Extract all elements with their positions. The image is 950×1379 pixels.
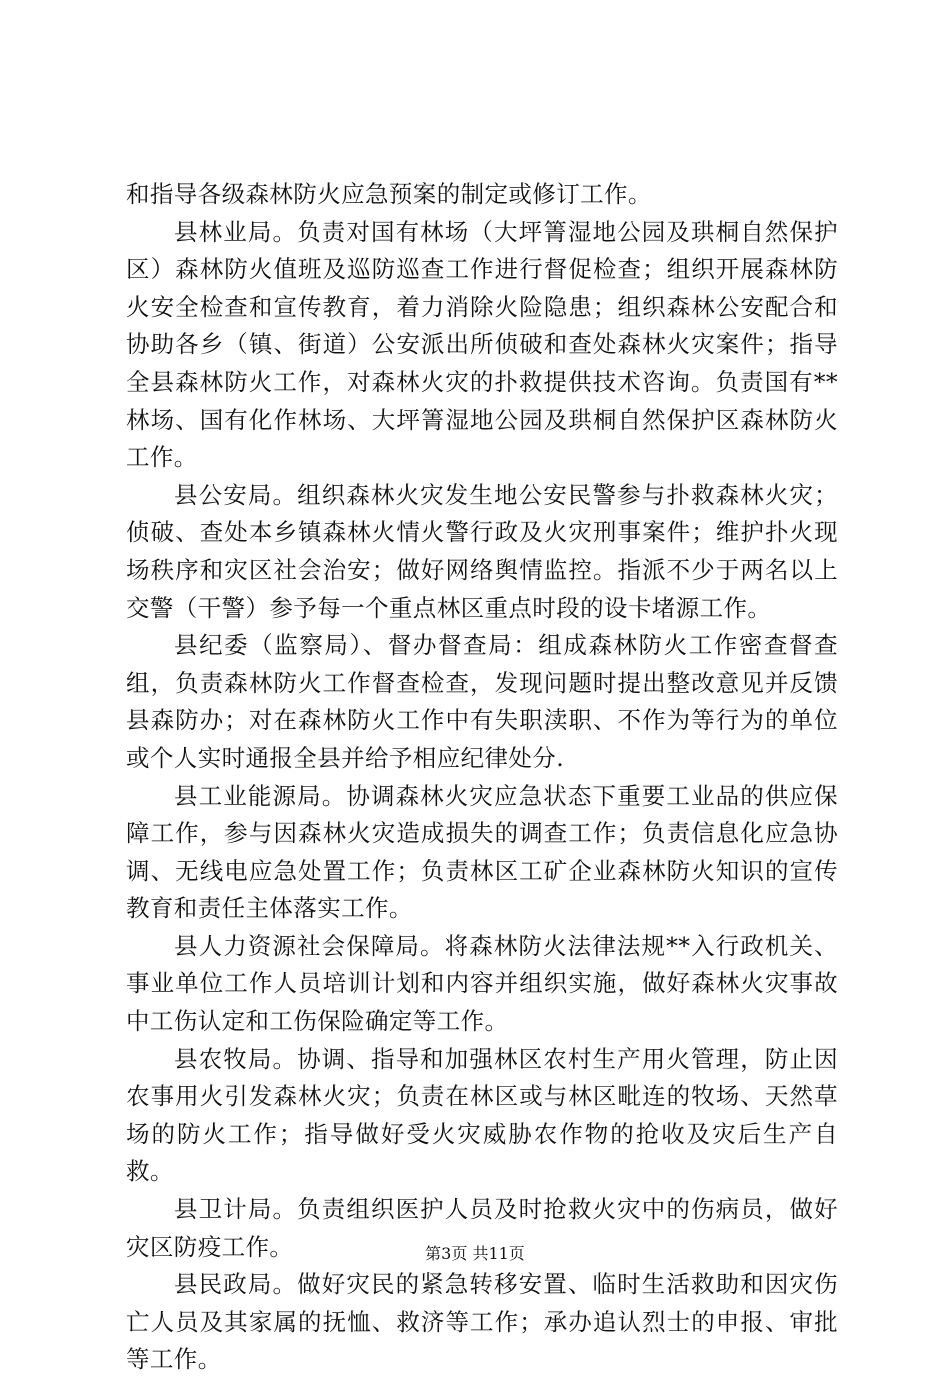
paragraph-industry-energy-bureau: 县工业能源局。协调森林火灾应急状态下重要工业品的供应保障工作，参与因森林火灾造成损失的调查工作；负责信息化应急协调、无线电应急处置工作；负责林区工矿企业森林防火知识的宣传教育和责任主体落实工作。 xyxy=(126,781,838,923)
paragraph-discipline-commission: 县纪委（监察局）、督办督查局：组成森林防火工作密查督查组，负责森林防火工作督查检查，发现问题时提出整改意见并反馈县森防办；对在森林防火工作中有失职渎职、不作为等行为的单位或个人实时通报全县并给予相应纪律处分. xyxy=(126,631,838,772)
document-body xyxy=(126,176,838,1379)
paragraph-civil-affairs-bureau: 县民政局。做好灾民的紧急转移安置、临时生活救助和因灾伤亡人员及其家属的抚恤、救济等工作；承办追认烈士的申报、审批等工作。 xyxy=(126,1270,838,1374)
paragraph-health-bureau: 县卫计局。负责组织医护人员及时抢救火灾中的伤病员，做好灾区防疫工作。 xyxy=(126,1195,838,1261)
paragraph-forestry-bureau: 县林业局。负责对国有林场（大坪箐湿地公园及珙桐自然保护区）森林防火值班及巡防巡查工作进行督促检查；组织开展森林防火安全检查和宣传教育，着力消除火险隐患；组织森林公安配合和协助各乡（镇、街道）公安派出所侦破和查处森林火灾案件；指导全县森林防火工作，对森林火灾的扑救提供技术咨询。负责国有**林场、国有化作林场、大坪箐湿地公园及珙桐自然保护区森林防火工作。 xyxy=(126,217,838,472)
paragraph-human-resources-bureau: 县人力资源社会保障局。将森林防火法律法规**入行政机关、事业单位工作人员培训计划和内容并组织实施，做好森林火灾事故中工伤认定和工伤保险确定等工作。 xyxy=(126,931,838,1036)
paragraph-public-security-bureau: 县公安局。组织森林火灾发生地公安民警参与扑救森林火灾；侦破、查处本乡镇森林火情火警行政及火灾刑事案件；维护扑火现场秩序和灾区社会治安；做好网络舆情监控。指派不少于两名以上交警（干警）参予每一个重点林区重点时段的设卡堵源工作。 xyxy=(126,480,838,622)
paragraph-agriculture-bureau: 县农牧局。协调、指导和加强林区农村生产用火管理，防止因农事用火引发森林火灾；负责在林区或与林区毗连的牧场、天然草场的防火工作；指导做好受火灾威胁农作物的抢收及灾后生产自救。 xyxy=(126,1044,838,1186)
page-number-footer: 第3页 共11页 xyxy=(425,1244,525,1263)
paragraph-continuation: 和指导各级森林防火应急预案的制定或修订工作。 xyxy=(126,180,652,208)
